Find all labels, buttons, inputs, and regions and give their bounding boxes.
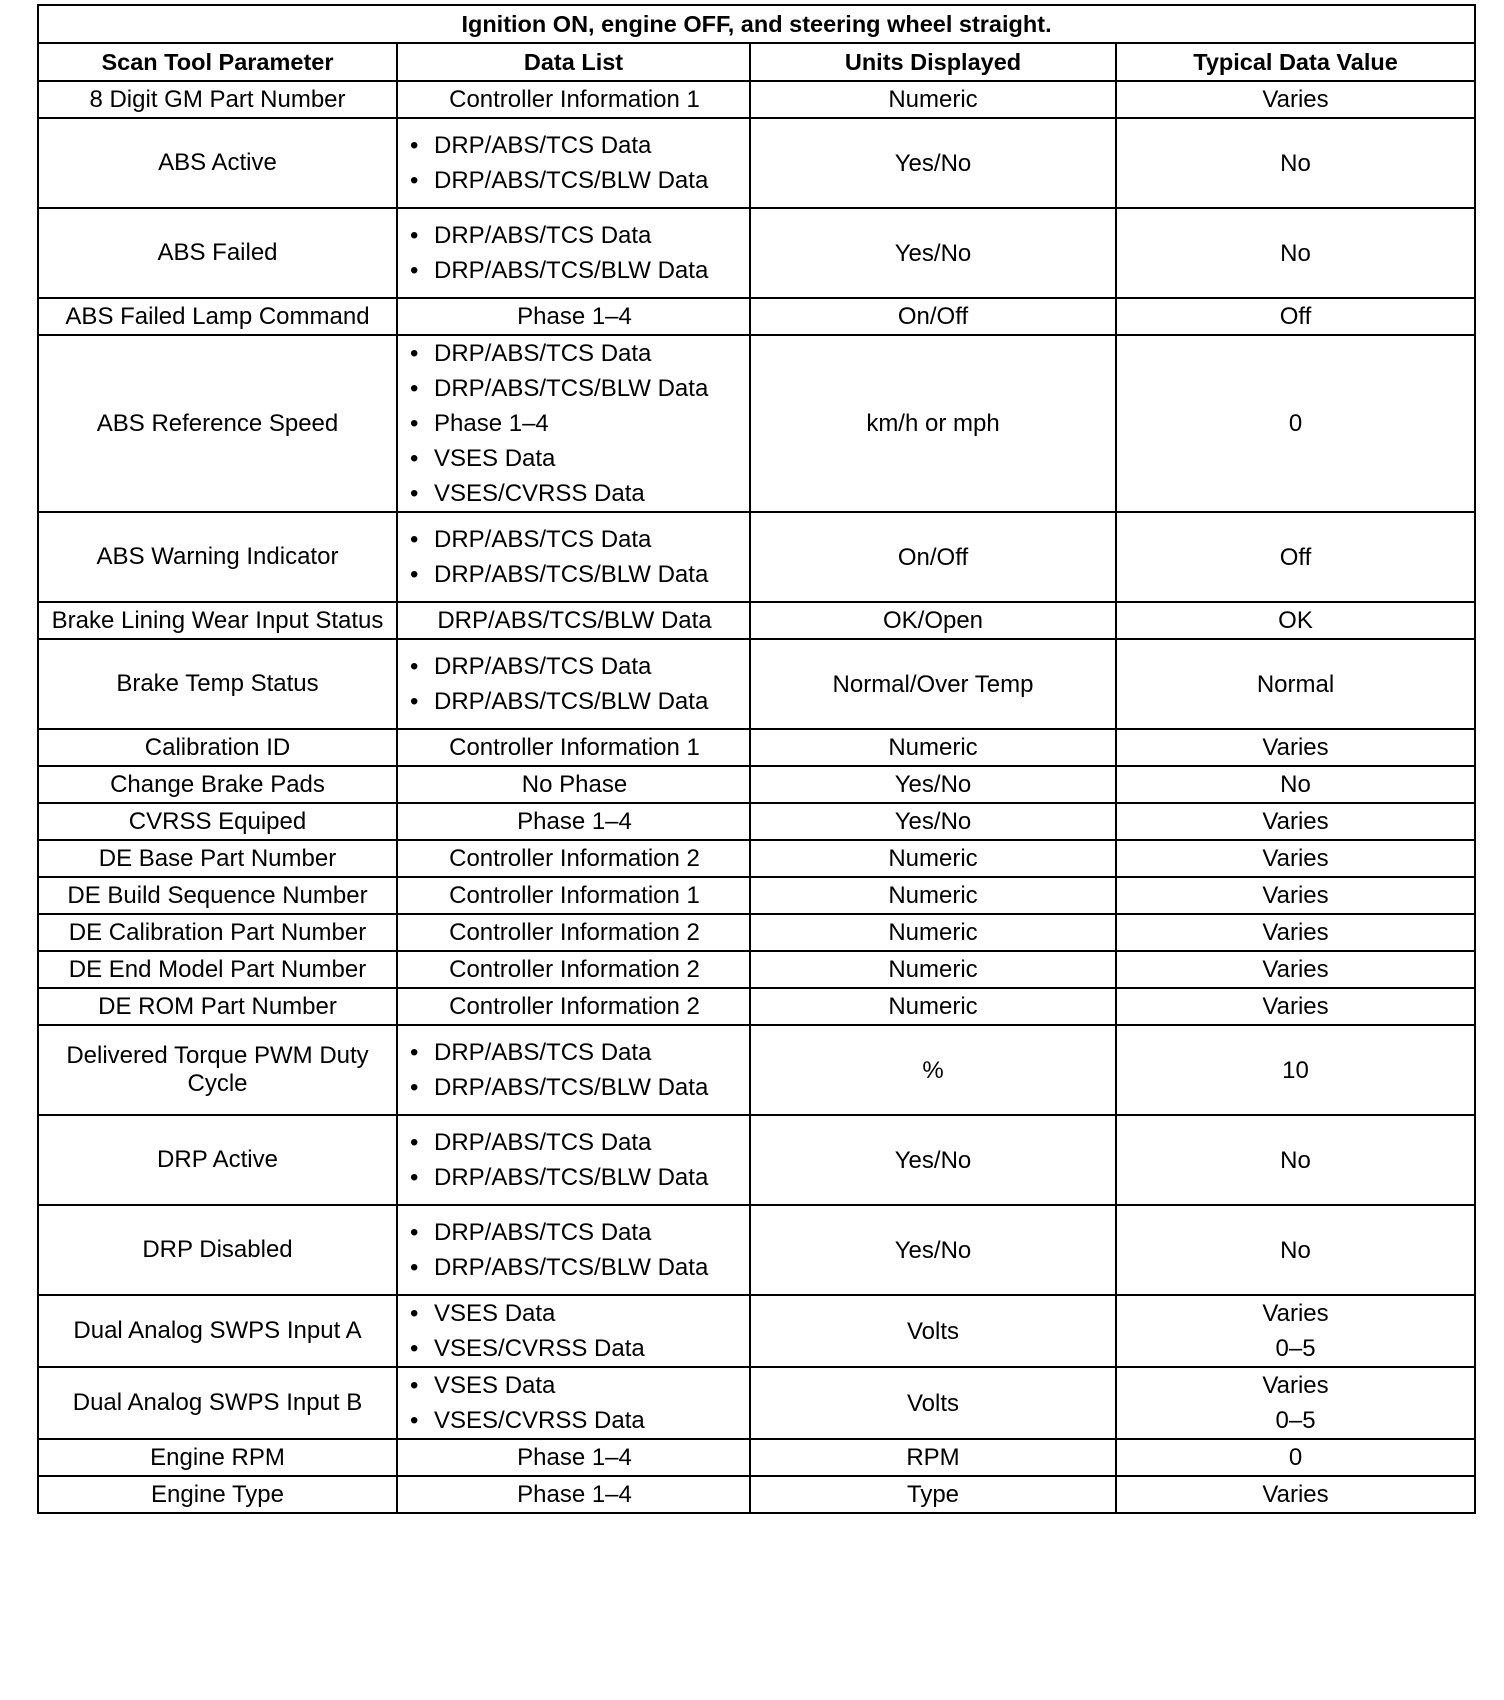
data-list-item: • VSES Data: [404, 1368, 745, 1403]
cell-units-displayed: Normal/Over Temp: [750, 639, 1116, 729]
cell-data-list: [397, 729, 750, 766]
data-list-item: • DRP/ABS/TCS/BLW Data: [404, 163, 745, 198]
table-row: [38, 208, 1475, 298]
cell-typical-data-value: [1116, 951, 1475, 988]
cell-parameter: Brake Lining Wear Input Status: [38, 602, 397, 639]
cell-parameter: DRP Disabled: [38, 1205, 397, 1295]
data-list-item: Phase 1–4: [517, 808, 632, 835]
typical-value-line: OK: [1278, 607, 1313, 634]
data-list-item: • DRP/ABS/TCS Data: [404, 1215, 745, 1250]
table-body: [38, 81, 1475, 1513]
data-list-items: [404, 336, 745, 511]
data-list-item: • DRP/ABS/TCS/BLW Data: [404, 371, 745, 406]
cell-data-list: [397, 639, 750, 729]
table-row: [38, 298, 1475, 335]
cell-typical-data-value: [1116, 914, 1475, 951]
typical-value-line: No: [1280, 1236, 1311, 1264]
cell-units-displayed: Yes/No: [750, 1115, 1116, 1205]
cell-data-list: [397, 1025, 750, 1115]
data-list-item: • DRP/ABS/TCS Data: [404, 336, 745, 371]
table-row: [38, 81, 1475, 118]
cell-parameter: Delivered Torque PWM Duty Cycle: [38, 1025, 397, 1115]
data-list-item: Phase 1–4: [517, 1481, 632, 1508]
table-row: [38, 914, 1475, 951]
data-list-item: Phase 1–4: [517, 303, 632, 330]
typical-value-line: Varies: [1262, 882, 1329, 909]
data-list-item: • VSES/CVRSS Data: [404, 476, 745, 511]
cell-units-displayed: Numeric: [750, 988, 1116, 1025]
cell-units-displayed: Numeric: [750, 840, 1116, 877]
cell-parameter: ABS Failed Lamp Command: [38, 298, 397, 335]
cell-typical-data-value: [1116, 766, 1475, 803]
data-list-items: [404, 1035, 745, 1105]
cell-units-displayed: On/Off: [750, 512, 1116, 602]
cell-data-list: [397, 118, 750, 208]
data-list-item: • DRP/ABS/TCS Data: [404, 128, 745, 163]
table-row: [38, 1025, 1475, 1115]
header-typical-data-value: Typical Data Value: [1116, 43, 1475, 81]
typical-value-line: No: [1280, 771, 1311, 798]
data-list-item: • DRP/ABS/TCS/BLW Data: [404, 684, 745, 719]
cell-parameter: DE Calibration Part Number: [38, 914, 397, 951]
typical-value-line: Varies: [1262, 1481, 1329, 1508]
cell-data-list: [397, 512, 750, 602]
cell-typical-data-value: [1116, 729, 1475, 766]
cell-parameter: DE Build Sequence Number: [38, 877, 397, 914]
cell-data-list: [397, 81, 750, 118]
cell-parameter: Engine Type: [38, 1476, 397, 1513]
table-row: [38, 118, 1475, 208]
cell-parameter: 8 Digit GM Part Number: [38, 81, 397, 118]
table-row: [38, 639, 1475, 729]
table-row: [38, 803, 1475, 840]
data-list-items: [404, 1296, 745, 1366]
header-data-list: Data List: [397, 43, 750, 81]
cell-data-list: [397, 1476, 750, 1513]
data-list-items: [404, 1215, 745, 1285]
typical-value-line: 0: [1288, 410, 1303, 437]
data-list-item: Controller Information 1: [449, 734, 700, 761]
cell-data-list: [397, 1205, 750, 1295]
cell-units-displayed: Numeric: [750, 729, 1116, 766]
table-row: [38, 729, 1475, 766]
typical-value-line: Varies: [1262, 919, 1329, 946]
data-list-item: • VSES/CVRSS Data: [404, 1331, 745, 1366]
cell-data-list: [397, 840, 750, 877]
cell-parameter: Engine RPM: [38, 1439, 397, 1476]
data-list-item: • VSES Data: [404, 441, 745, 476]
cell-typical-data-value: [1116, 877, 1475, 914]
cell-units-displayed: Yes/No: [750, 118, 1116, 208]
header-scan-tool-parameter: Scan Tool Parameter: [38, 43, 397, 81]
cell-units-displayed: On/Off: [750, 298, 1116, 335]
cell-units-displayed: Type: [750, 1476, 1116, 1513]
data-list-items: [404, 1368, 745, 1438]
data-list-item: Controller Information 2: [449, 956, 700, 983]
table-header-row: [38, 43, 1475, 81]
table-row: [38, 1115, 1475, 1205]
typical-value-line: Varies: [1262, 86, 1329, 113]
cell-parameter: Brake Temp Status: [38, 639, 397, 729]
data-list-item: DRP/ABS/TCS/BLW Data: [437, 607, 712, 634]
cell-units-displayed: Yes/No: [750, 208, 1116, 298]
table-row: [38, 840, 1475, 877]
data-list-item: • DRP/ABS/TCS/BLW Data: [404, 557, 745, 592]
cell-units-displayed: %: [750, 1025, 1116, 1115]
cell-units-displayed: km/h or mph: [750, 335, 1116, 512]
cell-typical-data-value: [1116, 1439, 1475, 1476]
cell-units-displayed: Yes/No: [750, 803, 1116, 840]
cell-parameter: DE End Model Part Number: [38, 951, 397, 988]
table-row: [38, 766, 1475, 803]
data-list-items: [404, 649, 745, 719]
cell-data-list: [397, 1115, 750, 1205]
cell-parameter: Dual Analog SWPS Input B: [38, 1367, 397, 1439]
table-row: [38, 1205, 1475, 1295]
table-row: [38, 512, 1475, 602]
typical-value-line: Off: [1279, 543, 1312, 571]
cell-typical-data-value: [1116, 602, 1475, 639]
cell-parameter: ABS Active: [38, 118, 397, 208]
cell-data-list: [397, 602, 750, 639]
typical-value-line: 0–5: [1275, 1335, 1316, 1362]
table-row: [38, 951, 1475, 988]
table-row: [38, 877, 1475, 914]
typical-value-line: 10: [1282, 1056, 1309, 1084]
typical-value-line: Off: [1279, 303, 1312, 330]
table-row: [38, 1439, 1475, 1476]
cell-typical-data-value: [1116, 840, 1475, 877]
typical-value-line: Varies: [1262, 993, 1329, 1020]
cell-typical-data-value: [1116, 298, 1475, 335]
cell-data-list: [397, 877, 750, 914]
cell-typical-data-value: [1116, 1367, 1475, 1439]
data-list-item: • DRP/ABS/TCS/BLW Data: [404, 1160, 745, 1195]
cell-data-list: [397, 208, 750, 298]
cell-data-list: [397, 298, 750, 335]
cell-parameter: DE ROM Part Number: [38, 988, 397, 1025]
table-banner: Ignition ON, engine OFF, and steering wheel straight.: [38, 5, 1475, 43]
data-list-item: • DRP/ABS/TCS/BLW Data: [404, 253, 745, 288]
cell-units-displayed: Volts: [750, 1295, 1116, 1367]
data-list-item: Phase 1–4: [517, 1444, 632, 1471]
typical-value-line: Varies: [1262, 734, 1329, 761]
cell-data-list: [397, 766, 750, 803]
cell-typical-data-value: [1116, 1025, 1475, 1115]
cell-typical-data-value: [1116, 988, 1475, 1025]
cell-typical-data-value: [1116, 803, 1475, 840]
cell-typical-data-value: [1116, 1205, 1475, 1295]
cell-typical-data-value: [1116, 118, 1475, 208]
cell-typical-data-value: [1116, 512, 1475, 602]
table-row: [38, 1367, 1475, 1439]
table-row: [38, 602, 1475, 639]
data-list-item: • DRP/ABS/TCS/BLW Data: [404, 1070, 745, 1105]
data-list-item: Controller Information 1: [449, 882, 700, 909]
typical-value-line: Varies: [1262, 808, 1329, 835]
cell-parameter: ABS Failed: [38, 208, 397, 298]
typical-value-line: 0: [1288, 1444, 1303, 1471]
typical-value-line: No: [1280, 149, 1311, 177]
data-list-item: Controller Information 2: [449, 993, 700, 1020]
cell-parameter: CVRSS Equiped: [38, 803, 397, 840]
cell-typical-data-value: [1116, 1295, 1475, 1367]
table-row: [38, 1295, 1475, 1367]
data-list-item: Controller Information 2: [449, 919, 700, 946]
cell-typical-data-value: [1116, 1476, 1475, 1513]
cell-data-list: [397, 1439, 750, 1476]
cell-data-list: [397, 803, 750, 840]
typical-value-line: Varies: [1262, 956, 1329, 983]
data-list-items: [404, 1125, 745, 1195]
typical-value-line: Varies: [1262, 1372, 1329, 1399]
typical-value-line: Varies: [1262, 845, 1329, 872]
header-units-displayed: Units Displayed: [750, 43, 1116, 81]
data-list-item: • DRP/ABS/TCS Data: [404, 218, 745, 253]
scan-tool-data-table: [37, 4, 1476, 1514]
table-banner-row: [38, 5, 1475, 43]
typical-value-line: No: [1280, 239, 1311, 267]
cell-units-displayed: Numeric: [750, 914, 1116, 951]
data-list-item: • DRP/ABS/TCS Data: [404, 522, 745, 557]
data-list-item: Controller Information 1: [449, 86, 700, 113]
cell-parameter: Dual Analog SWPS Input A: [38, 1295, 397, 1367]
cell-units-displayed: Numeric: [750, 951, 1116, 988]
typical-value-line: Normal: [1256, 670, 1335, 698]
cell-units-displayed: Yes/No: [750, 1205, 1116, 1295]
data-list-items: [404, 128, 745, 198]
cell-units-displayed: Numeric: [750, 877, 1116, 914]
cell-units-displayed: OK/Open: [750, 602, 1116, 639]
typical-value-line: No: [1280, 1146, 1311, 1174]
cell-data-list: [397, 335, 750, 512]
cell-parameter: Change Brake Pads: [38, 766, 397, 803]
data-list-item: No Phase: [521, 771, 628, 798]
cell-data-list: [397, 1367, 750, 1439]
cell-typical-data-value: [1116, 639, 1475, 729]
cell-data-list: [397, 951, 750, 988]
table-row: [38, 335, 1475, 512]
cell-parameter: DRP Active: [38, 1115, 397, 1205]
table-row: [38, 1476, 1475, 1513]
cell-data-list: [397, 914, 750, 951]
typical-value-line: Varies: [1262, 1300, 1329, 1327]
data-list-item: • Phase 1–4: [404, 406, 745, 441]
data-list-item: • DRP/ABS/TCS/BLW Data: [404, 1250, 745, 1285]
data-list-items: [404, 522, 745, 592]
cell-data-list: [397, 988, 750, 1025]
cell-units-displayed: Yes/No: [750, 766, 1116, 803]
cell-typical-data-value: [1116, 208, 1475, 298]
cell-parameter: Calibration ID: [38, 729, 397, 766]
data-list-item: • DRP/ABS/TCS Data: [404, 649, 745, 684]
cell-units-displayed: RPM: [750, 1439, 1116, 1476]
cell-units-displayed: Numeric: [750, 81, 1116, 118]
data-list-item: • VSES Data: [404, 1296, 745, 1331]
data-list-item: Controller Information 2: [449, 845, 700, 872]
data-list-item: • DRP/ABS/TCS Data: [404, 1125, 745, 1160]
data-list-item: • DRP/ABS/TCS Data: [404, 1035, 745, 1070]
table-row: [38, 988, 1475, 1025]
cell-units-displayed: Volts: [750, 1367, 1116, 1439]
cell-parameter: ABS Reference Speed: [38, 335, 397, 512]
cell-typical-data-value: [1116, 335, 1475, 512]
cell-typical-data-value: [1116, 81, 1475, 118]
typical-value-line: 0–5: [1275, 1407, 1316, 1434]
cell-data-list: [397, 1295, 750, 1367]
data-list-items: [404, 218, 745, 288]
cell-typical-data-value: [1116, 1115, 1475, 1205]
cell-parameter: DE Base Part Number: [38, 840, 397, 877]
data-list-item: • VSES/CVRSS Data: [404, 1403, 745, 1438]
cell-parameter: ABS Warning Indicator: [38, 512, 397, 602]
